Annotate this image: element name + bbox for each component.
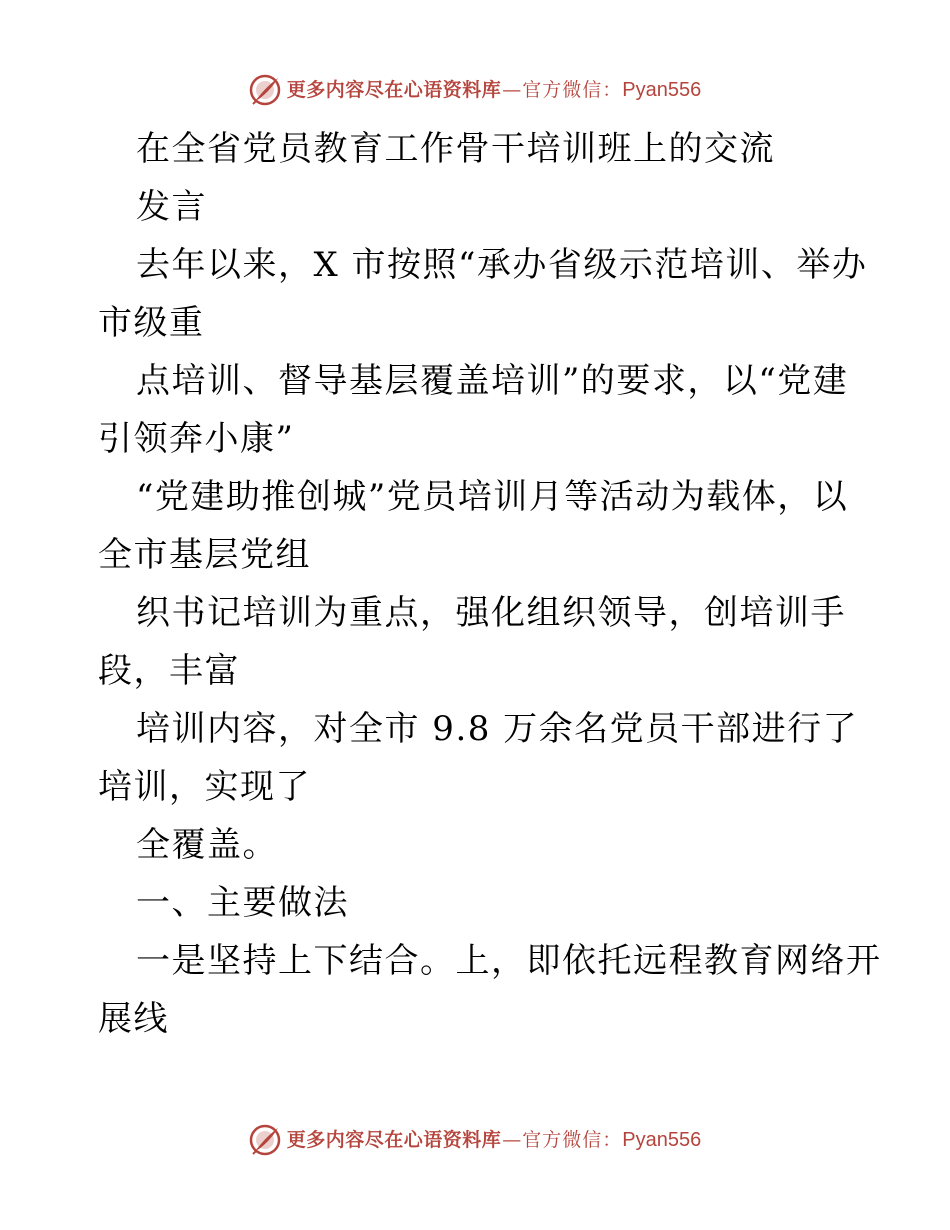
quill-logo-icon: [249, 1124, 281, 1156]
text-line: 段，丰富: [98, 651, 240, 691]
text-line: 发言: [136, 187, 207, 227]
banner-separator: —: [502, 78, 522, 101]
text-line: “党建助推创城”党员培训月等活动为载体，以: [136, 477, 849, 517]
banner-wechat-id: Pyan556: [622, 1129, 702, 1151]
banner-wechat-id: Pyan556: [622, 79, 702, 101]
banner-brand: 更多内容尽在心语资料库: [286, 78, 502, 101]
text-line: 展线: [98, 999, 169, 1039]
text-line: 在全省党员教育工作骨干培训班上的交流: [136, 129, 775, 169]
banner-separator: —: [502, 1128, 522, 1151]
banner-brand: 更多内容尽在心语资料库: [286, 1128, 502, 1151]
text-line: 织书记培训为重点，强化组织领导，创培训手: [136, 593, 846, 633]
text-line: 培训，实现了: [98, 767, 311, 807]
text-line: 一、主要做法: [136, 883, 349, 923]
document-body: [98, 120, 882, 1048]
text-line: 全市基层党组: [98, 535, 311, 575]
text-line: 培训内容，对全市 9.8 万余名党员干部进行了: [136, 709, 859, 749]
text-line: 全覆盖。: [136, 825, 278, 865]
text-line: 点培训、督导基层覆盖培训”的要求，以“党建: [136, 361, 849, 401]
text-line: 市级重: [98, 303, 205, 343]
banner-contact-label: 官方微信：: [522, 1128, 623, 1151]
text-line: 去年以来，X 市按照“承办省级示范培训、举办: [136, 245, 868, 285]
banner-contact-label: 官方微信：: [522, 78, 623, 101]
text-line: 一是坚持上下结合。上，即依托远程教育网络开: [136, 941, 882, 981]
text-line: 引领奔小康”: [98, 419, 295, 459]
header-banner: [0, 70, 950, 110]
quill-logo-icon: [249, 74, 281, 106]
footer-banner: [0, 1120, 950, 1160]
